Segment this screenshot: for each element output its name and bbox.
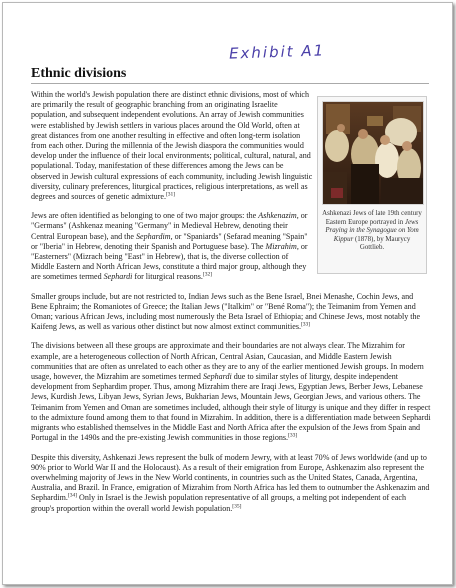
heading-divider: [31, 83, 429, 84]
figure-caption: Ashkenazi Jews of late 19th century Eastern Europe portrayed in Jews Praying in the Synagogue on Yom Kippur (1878), by Maurycy Gottlieb.: [322, 210, 422, 251]
article-body: [31, 90, 431, 523]
handwritten-annotation: Exhibit A1: [228, 41, 326, 63]
paragraph-5: Despite this diversity, Ashkenazi Jews represent the bulk of modern Jewry, with at least 70% of Jews worldwide (and up to 90% prior to World War II and the Holocaust). As a result of their emigration from Europe, Ashkenazim also represent the overwhelming majority of Jews in the New World continents, in countries such as the United States, Canada, Argentina, Australia, and Brazil. In France, emigration of Mizrahim from North Africa has led them to outnumber the Ashkenazim and Sephardim.[34] Only in Israel is the Jewish population representative of all groups, a melting pot independent of each group's proportion within the overall world Jewish population.[35]: [31, 452, 430, 513]
citation-31[interactable]: [31]: [165, 191, 176, 198]
paragraph-2: Jews are often identified as belonging to one of two major groups: the Ashkenazim, or "Germans" (Ashkenaz meaning "Germany" in Medieval Hebrew, denoting their Central European base), and the Sephardim, or "Spaniards" (Sefarad meaning "Spain" or "Iberia" in Hebrew, denoting their Spanish and Portuguese base). The Mizrahim, or "Easterners" (Mizrach being "East" in Hebrew), that is, the diverse collection of Middle Eastern and North African Jews, constitute a third major group, although they are sometimes termed Sephardi for liturgical reasons.[32]: [31, 211, 308, 282]
citation-35[interactable]: [35]: [232, 502, 242, 509]
citation-32[interactable]: [32]: [202, 271, 213, 278]
citation-34[interactable]: [34]: [67, 492, 78, 499]
document-frame: [2, 2, 453, 585]
painting-title: Jews Praying in the Synagogue on Yom Kippur: [325, 218, 419, 243]
paragraph-4: The divisions between all these groups are approximate and their boundaries are not always clear. The Mizrahim for example, are a heterogeneous collection of North African, Central Asian, Caucasian, and Middle Eastern Jewish communities that are often as unrelated to each other as they are to any of the earlier mentioned Jewish groups. In modern usage, however, the Mizrahim are sometimes termed Sephardi due to similar styles of liturgy, despite independent development from Sephardim proper. Thus, among Mizrahim there are Iraqi Jews, Egyptian Jews, Berber Jews, Lebanese Jews, Kurdish Jews, Libyan Jews, Syrian Jews, Bukharian Jews, Mountain Jews, Georgian Jews, and various others. The Teimanim from Yemen and Oman are sometimes included, although their style of liturgy is unique and they differ in respect to the admixture found among them to that found in Mizrahim. In addition, there is a differentiation made between Sephardi migrants who established themselves in the Middle East and North Africa after the expulsion of the Jews from Spain and Portugal in the 1490s and the pre-existing Jewish communities in those regions.[33]: [31, 341, 431, 443]
paragraph-1: Within the world's Jewish population there are distinct ethnic divisions, most of which are primarily the result of geographic branching from an originating Israelite population, and subsequent independent evolutions. An array of Jewish communities were established by Jewish settlers in various places around the Old World, often at great distances from one another resulting in effective and often long-term isolation from each other. During the millennia of the Jewish diaspora the communities would develop under the influence of their local environments; political, cultural, natural, and populational. Today, manifestation of these differences among the Jews can be observed in Jewish cultural expressions of each community, including Jewish linguistic diversity, culinary preferences, liturgical practices, religious interpretations, as well as degrees and sources of genetic admixture.[31]: [31, 90, 313, 202]
paragraph-3: Smaller groups include, but are not restricted to, Indian Jews such as the Bene Israel, Bnei Menashe, Cochin Jews, and Bene Ephraim; the Romaniotes of Greece; the Italian Jews ("Italkim" or "Bené Roma"); the Teimanim from Yemen and Oman; various African Jews, including most numerously the Beta Israel of Ethiopia; and Chinese Jews, most notably the Kaifeng Jews, as well as various other distinct but now almost extinct communities.[33]: [31, 291, 421, 332]
document-page: [3, 3, 452, 584]
citation-33[interactable]: [33]: [300, 321, 311, 328]
citation-33b[interactable]: [33]: [288, 432, 298, 439]
section-heading: Ethnic divisions: [31, 66, 127, 81]
